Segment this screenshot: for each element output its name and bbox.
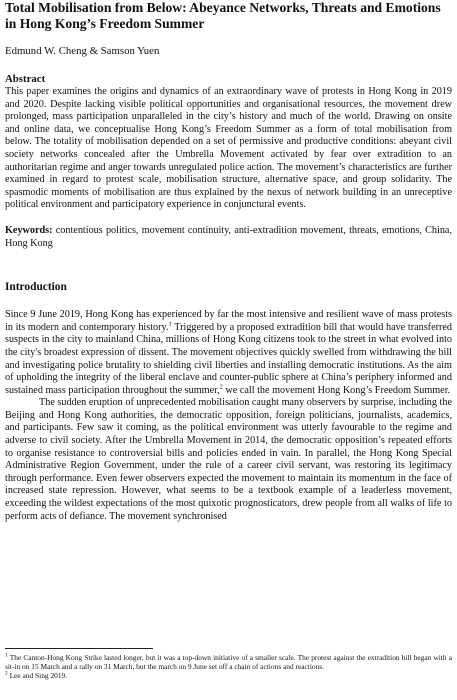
authors: Edmund W. Cheng & Samson Yuen	[5, 45, 160, 57]
abstract-heading: Abstract	[5, 73, 46, 85]
footnote-text-1: The Canton-Hong Kong Strike lasted longer, but it was a top-down initiative of a smaller scale. The protest against the extradition bill began with a sit-in on 15 March and a rally on 31 March, but the march on 9 June set off a chain of actions and reactions.	[5, 653, 452, 672]
introduction-paragraph-2: The sudden eruption of unprecedented mobilisation caught many observers by surprise, including the Beijing and Hong Kong authorities, the democratic opposition, foreign politicians, journalists, academics, and participants. Few saw it coming, as the political environment was utterly favourable to the regime and adverse to civil society. After the Umbrella Movement in 2014, the democratic opposition’s repeated efforts to organise resistance to controversial bills and policies ended in vain. In parallel, the Hong Kong Special Administrative Region Government, under the rule of a career civil servant, was restoring its legitimacy through performance. Even fewer observers expected the movement to maintain its momentum in the face of increased state repression. However, what seems to be a textbook example of a leaderless movement, exceeding the wildest expectations of the most quixotic prognosticators, drew people from all walks of life to perform acts of defiance. The movement synchronised	[5, 397, 452, 522]
paper-title: Total Mobilisation from Below: Abeyance Networks, Threats and Emotions in Hong Kong’s Freedom Summer	[5, 0, 441, 31]
intro-p1-part-c: we call the movement Hong Kong’s Freedom Summer.	[222, 384, 451, 396]
keywords	[5, 225, 452, 250]
intro-p1-part-a: Since 9 June 2019, Hong Kong has experienced by far the most intensive and resilient wave of mass protests in its modern and contemporary history.	[5, 309, 452, 333]
footnote-1	[5, 653, 452, 671]
footnote-mark-2: 2	[5, 670, 8, 677]
footnote-ref-2[interactable]: 2	[219, 383, 223, 391]
abstract-text: This paper examines the origins and dynamics of an extraordinary wave of protests in Hong Kong in 2019 and 2020. Despite lacking visible political opportunities and organisational resources, the movement drew prolonged, mass participation unparalleled in the city’s history and much of the world. Drawing on onsite and online data, we conceptualise Hong Kong’s Freedom Summer as a form of total mobilisation from below. The totality of mobilisation depended on a set of permissive and productive conditions: abeyant civil society networks concealed after the Umbrella Movement activated by fear over extradition to an authoritarian regime and anger towards unregulated police action. The movement’s characteristics are further examined in regard to protest scale, mobilisation structure, alternative space, and group solidarity. The spasmodic moments of mobilisation are thus explained by the nexus of network building in an unreceptive political environment and participatory experience in conjunctural events.	[5, 86, 452, 211]
footnote-2	[5, 671, 452, 680]
keywords-text: contentious politics, movement continuity, anti-extradition movement, threats, emotions, China, Hong Kong	[5, 224, 452, 249]
footnote-divider	[5, 648, 153, 649]
footnotes	[5, 653, 452, 681]
footnote-ref-1[interactable]: 1	[168, 320, 172, 328]
keywords-label: Keywords:	[5, 224, 53, 236]
footnote-text-2: Lee and Sing 2019.	[7, 671, 68, 681]
footnote-mark-1: 1	[5, 652, 8, 659]
introduction-paragraph-1	[5, 309, 452, 397]
introduction-heading: Introduction	[5, 281, 67, 294]
intro-p1-part-b: Triggered by a proposed extradition bill that would have transferred suspects in the city to mainland China, millions of Hong Kong citizens took to the street in what evolved into the city's broadest expression of dissent. The movement objectives quickly swelled from withdrawing the bill and investigating police brutality to shielding civil liberties and installing democratic institutions. As the aim of upholding the integrity of the liberal enclave and counter-public sphere at China’s periphery informed and sustained mass participation throughout the summer,	[5, 321, 452, 396]
